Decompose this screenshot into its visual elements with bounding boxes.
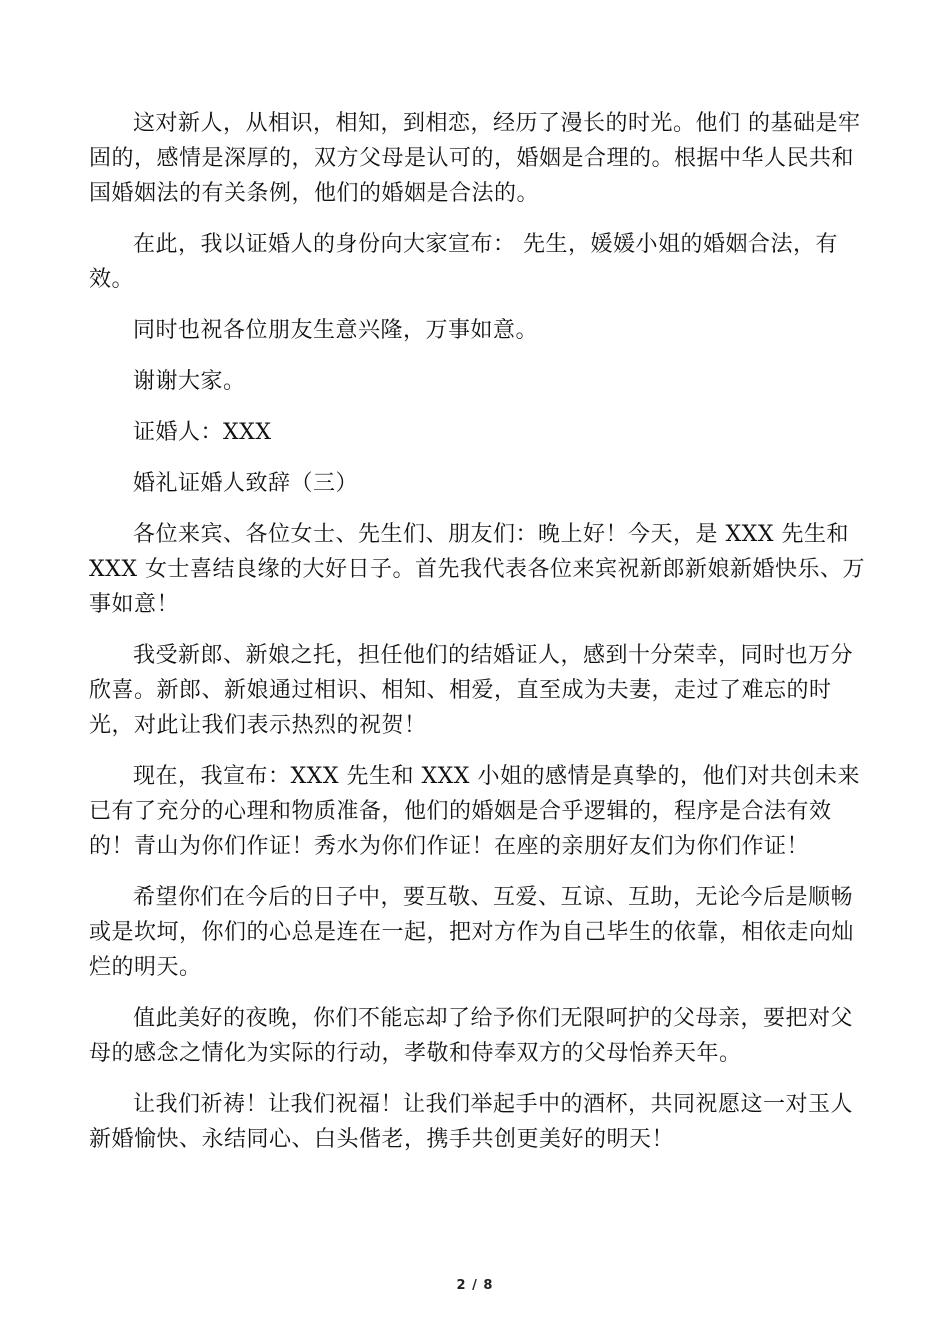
paragraph-10: 希望你们在今后的日子中，要互敬、互爱、互谅、互助，无论今后是顺畅或是坎坷，你们的心总是连在一起，把对方作为自己毕生的依靠，相依走向灿烂的明天。 [89, 885, 855, 980]
paragraph-9: 现在，我宣布：XXX 先生和 XXX 小姐的感情是真挚的，他们对共创未来已有了充分的心理和物质准备，他们的婚姻是合乎逻辑的，程序是合法有效的！青山为你们作证！秀水为你们作证！在座的亲朋好友们为你们作证！ [89, 764, 860, 859]
paragraph-8: 我受新郎、新娘之托，担任他们的结婚证人，感到十分荣幸，同时也万分欣喜。新郎、新娘通过相识、相知、相爱，直至成为夫妻，走过了难忘的时光，对此让我们表示热烈的祝贺！ [89, 643, 854, 738]
paragraph-4: 谢谢大家。 [133, 369, 246, 394]
section-heading: 婚礼证婚人致辞（三） [133, 471, 359, 496]
paragraph-12: 让我们祈祷！让我们祝福！让我们举起手中的酒杯，共同祝愿这一对玉人新婚愉快、永结同心、白头偕老，携手共创更美好的明天！ [89, 1092, 854, 1152]
paragraph-11: 值此美好的夜晚，你们不能忘却了给予你们无限呵护的父母亲，要把对父母的感念之情化为实际的行动，孝敬和侍奉双方的父母怡养天年。 [89, 1006, 854, 1066]
paragraph-2: 在此，我以证婚人的身份向大家宣布： 先生，媛媛小姐的婚姻合法，有效。 [89, 232, 838, 292]
page-number: 2 / 8 [456, 1278, 494, 1293]
paragraph-3: 同时也祝各位朋友生意兴隆，万事如意。 [133, 318, 539, 343]
paragraph-7: 各位来宾、各位女士、先生们、朋友们：晚上好！今天，是 XXX 先生和 XXX 女士喜结良缘的大好日子。首先我代表各位来宾祝新郎新娘新婚快乐、万事如意！ [89, 522, 865, 617]
document-body [89, 106, 869, 1173]
paragraph-5: 证婚人：XXX [133, 420, 272, 445]
paragraph-1: 这对新人，从相识，相知，到相恋，经历了漫长的时光。他们 的基础是牢固的，感情是深厚的，双方父母是认可的，婚姻是合理的。根据中华人民共和国婚姻法的有关条例，他们的婚姻是合法的。 [89, 111, 861, 206]
